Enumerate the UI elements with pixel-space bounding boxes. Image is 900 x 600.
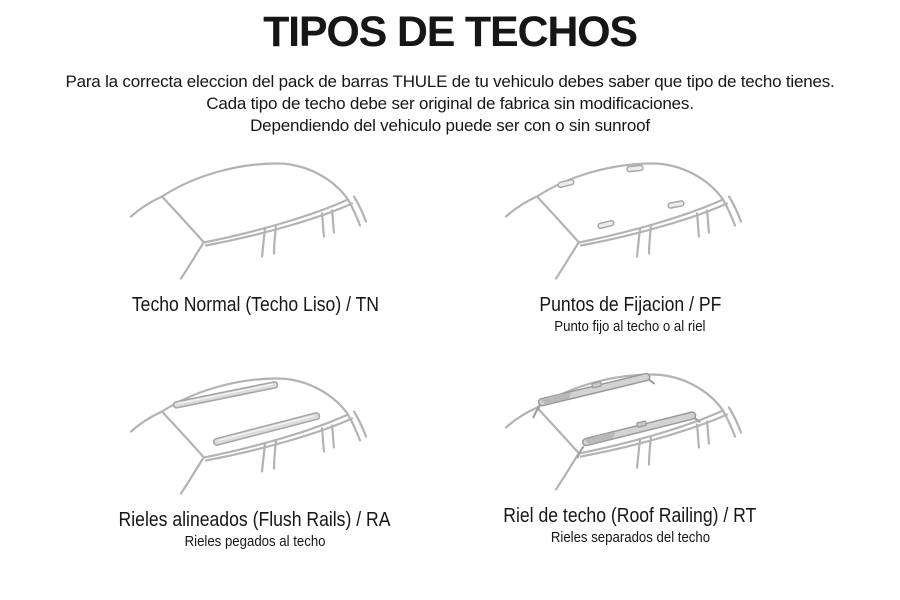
- roof-railing-illustration: [480, 364, 780, 502]
- roof-type-rt-sublabel: [460, 529, 800, 547]
- roof-type-tn: [85, 153, 425, 318]
- roof-type-rt-label: [460, 504, 800, 529]
- roof-type-ra-label-text: Rieles alineados (Flush Rails) / RA: [119, 509, 391, 531]
- normal-roof-illustration: [105, 153, 405, 291]
- roof-type-rt-label-text: Riel de techo (Roof Railing) / RT: [503, 505, 757, 527]
- roof-type-pf-sublabel: [460, 318, 800, 336]
- flush-rails-roof-illustration: [105, 368, 405, 506]
- roof-type-tn-label-text: Techo Normal (Techo Liso) / TN: [131, 294, 379, 316]
- intro-line-2: Cada tipo de techo debe ser original de fabrica sin modificaciones.: [206, 94, 694, 113]
- fixed-points-roof-illustration: [480, 153, 780, 291]
- roof-type-pf-sublabel-text: Punto fijo al techo o al riel: [554, 318, 706, 335]
- intro-text: [0, 71, 900, 137]
- roof-type-ra-sublabel-text: Rieles pegados al techo: [184, 533, 326, 550]
- flush-rails: [173, 381, 320, 445]
- intro-line-1: Para la correcta eleccion del pack de barras THULE de tu vehiculo debes saber que tipo de techo tienes.: [65, 72, 835, 91]
- page-title: TIPOS DE TECHOS: [263, 8, 637, 56]
- roof-type-pf: [460, 153, 800, 336]
- roof-type-ra: [85, 368, 425, 551]
- fixation-points: [558, 165, 685, 229]
- roof-type-rt: [460, 364, 800, 547]
- roof-type-ra-sublabel: [85, 533, 425, 551]
- roof-type-pf-label-text: Puntos de Fijacion / PF: [539, 294, 721, 316]
- roof-type-tn-label: [85, 293, 425, 318]
- roof-type-pf-label: [460, 293, 800, 318]
- intro-line-3: Dependiendo del vehiculo puede ser con o sin sunroof: [250, 116, 650, 135]
- roof-type-ra-label: [85, 508, 425, 533]
- roof-type-rt-sublabel-text: Rieles separados del techo: [550, 529, 710, 546]
